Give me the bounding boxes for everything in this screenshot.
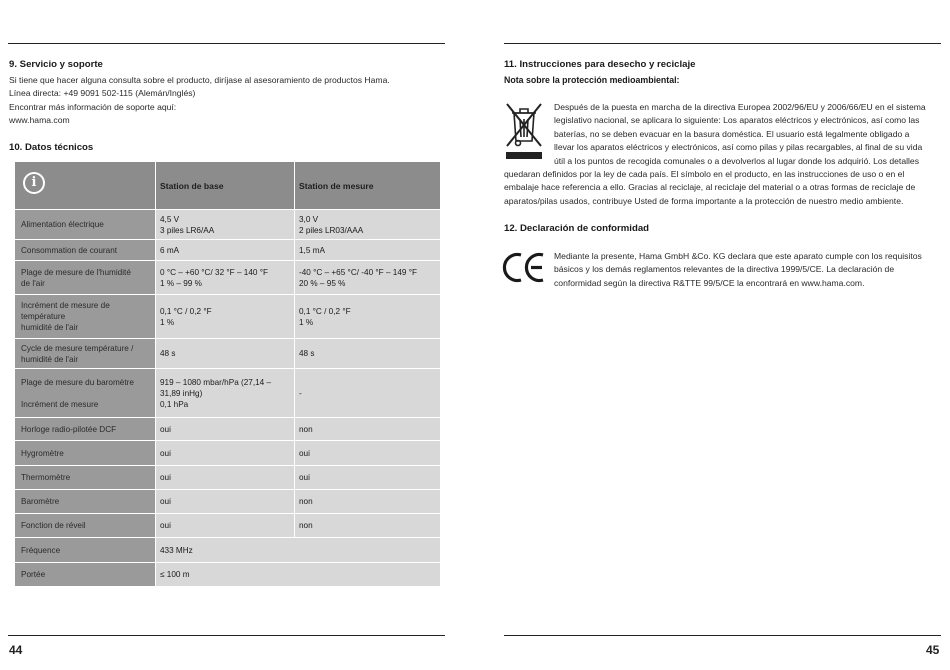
table-row xyxy=(15,369,440,418)
top-rule-left xyxy=(8,43,445,44)
section-12-line: Mediante la presente, Hama GmbH &Co. KG declara que este aparato cumple con los requisitos xyxy=(554,251,922,261)
row-label-line: Cycle de mesure température / xyxy=(21,343,134,353)
row-label xyxy=(15,295,155,338)
row-label-line: Incrément de mesure xyxy=(21,399,99,409)
row-value-base-line: 6 mA xyxy=(160,245,180,255)
row-value-mesure xyxy=(294,210,440,239)
row-value-base xyxy=(155,514,294,537)
row-value-base xyxy=(155,240,294,260)
row-label-line: Baromètre xyxy=(21,497,60,506)
row-label xyxy=(15,441,155,465)
section-12-text xyxy=(554,250,922,290)
row-label-line: Consommation de courant xyxy=(21,245,118,255)
row-value-mesure xyxy=(294,339,440,368)
row-label xyxy=(15,240,155,260)
row-label xyxy=(15,418,155,440)
row-value-base xyxy=(155,210,294,239)
row-value-mesure xyxy=(294,261,440,294)
table-header-icon-cell xyxy=(15,162,155,209)
row-value-mesure-line: 20 % – 95 % xyxy=(299,278,346,288)
row-value-mesure xyxy=(294,418,440,440)
row-label-line: Plage de mesure du baromètre xyxy=(21,377,134,387)
table-row xyxy=(15,466,440,490)
section-11-line: aparatos/pilas usados, contribuye Usted de forma importante a la protección de nuestro medio ambiente. xyxy=(504,195,904,206)
row-value-base xyxy=(155,261,294,294)
row-value-base-line: 0 °C – +60 °C/ 32 °F – 140 °F xyxy=(160,267,268,277)
row-label xyxy=(15,339,155,368)
row-label xyxy=(15,514,155,537)
section-11-subheading: Nota sobre la protección medioambiental: xyxy=(504,75,680,85)
row-label-line: Thermomètre xyxy=(21,473,71,482)
section-11-line: quedaran definidos por la ley de cada país. El símbolo en el producto, en las instrucciones de uso o en el xyxy=(504,169,905,180)
row-label-line xyxy=(21,388,149,399)
section-11-heading: 11. Instrucciones para desecho y reciclaje xyxy=(504,59,696,70)
row-value-both xyxy=(155,538,440,562)
row-label-line: humidité de l'air xyxy=(21,323,79,332)
table-row xyxy=(15,538,440,563)
row-value-base xyxy=(155,490,294,513)
table-row xyxy=(15,441,440,466)
row-value-mesure-line: 48 s xyxy=(299,349,315,358)
row-label-line: Incrément de mesure de xyxy=(21,301,110,310)
row-value-base-line: oui xyxy=(160,497,171,506)
row-value-both xyxy=(155,563,440,586)
row-value-base-line: 1 % xyxy=(160,317,175,327)
table-row xyxy=(15,210,440,240)
row-value-base-line: 31,89 inHg) xyxy=(160,388,203,398)
row-label xyxy=(15,261,155,294)
row-value-mesure-line: 1 % xyxy=(299,317,314,327)
row-label-line: humidité de l'air xyxy=(21,354,79,364)
row-label xyxy=(15,490,155,513)
row-value-mesure-line: non xyxy=(299,497,313,506)
section-10-heading: 10. Datos técnicos xyxy=(9,142,94,153)
bottom-rule-right xyxy=(504,635,941,636)
row-label xyxy=(15,563,155,586)
row-value-base xyxy=(155,466,294,489)
table-row xyxy=(15,418,440,441)
section-11-text xyxy=(504,101,926,208)
row-label-line: température xyxy=(21,312,66,321)
section-9-text xyxy=(9,74,390,128)
section-12-line: básicos y los demás reglamentos relevantes de la directiva 1999/5/CE. La declaración de xyxy=(554,264,895,275)
row-value-base-line: 0,1 hPa xyxy=(160,399,189,409)
row-value-mesure xyxy=(294,514,440,537)
row-value-base-line: 48 s xyxy=(160,349,176,358)
row-label-line: Plage de mesure de l'humidité xyxy=(21,267,131,277)
row-value-mesure-line: -40 °C – +65 °C/ -40 °F – 149 °F xyxy=(299,267,417,277)
section-12-line: conformidad según la directiva R&TTE 99/5/CE la encontrará en www.hama.com. xyxy=(554,277,865,288)
section-12-heading: 12. Declaración de conformidad xyxy=(504,223,650,234)
row-label-line: Horloge radio-pilotée DCF xyxy=(21,424,117,434)
info-icon xyxy=(23,172,45,194)
table-header-row xyxy=(15,162,440,210)
section-11-line: útil a los puntos de recogida comunales o a devolverlos al lugar donde los adquirió. Los detalles xyxy=(554,155,919,166)
row-value-base xyxy=(155,369,294,417)
row-label-line: Fonction de réveil xyxy=(21,521,86,530)
section-11-line: Después de la puesta en marcha de la directiva Europea 2002/96/EU y 2006/66/EU en el sistema xyxy=(554,102,926,112)
row-label-line: de l'air xyxy=(21,278,45,288)
row-value-base-line: oui xyxy=(160,448,171,458)
row-value-base-line: oui xyxy=(160,473,171,482)
row-value-mesure-line: non xyxy=(299,521,313,530)
section-9-line: Encontrar más información de soporte aquí: xyxy=(9,101,177,112)
row-value-mesure-line: 1,5 mA xyxy=(299,245,325,255)
row-value-base xyxy=(155,339,294,368)
row-label-line: Alimentation électrique xyxy=(21,220,104,229)
section-11-line: baterías, no se deben evacuar en la basura doméstica. El usuario está legalmente obligado a xyxy=(554,128,910,139)
row-value-base-line: oui xyxy=(160,521,171,530)
row-label xyxy=(15,466,155,489)
table-row xyxy=(15,339,440,369)
row-label xyxy=(15,538,155,562)
section-9-heading: 9. Servicio y soporte xyxy=(9,59,103,70)
row-value-base-line: oui xyxy=(160,424,171,434)
row-value-base xyxy=(155,441,294,465)
row-value-mesure xyxy=(294,369,440,417)
table-row xyxy=(15,295,440,339)
row-label xyxy=(15,369,155,417)
row-value-mesure-line: - xyxy=(299,388,302,398)
row-label-line: Hygromètre xyxy=(21,448,64,458)
row-label-line: Fréquence xyxy=(21,545,61,555)
row-value-mesure-line: 2 piles LR03/AAA xyxy=(299,225,364,235)
row-value-base-line: 919 – 1080 mbar/hPa (27,14 – xyxy=(160,377,272,387)
row-value-mesure xyxy=(294,466,440,489)
row-value-base-line: 0,1 °C / 0,2 °F xyxy=(160,306,212,316)
ce-mark-icon xyxy=(502,251,546,284)
row-value-base-line: 3 piles LR6/AA xyxy=(160,225,215,235)
row-value-mesure-line: non xyxy=(299,424,313,434)
row-value-mesure xyxy=(294,490,440,513)
table-row xyxy=(15,514,440,538)
row-label-line: Portée xyxy=(21,570,46,579)
section-9-line: Línea directa: +49 9091 502-115 (Alemán/Inglés) xyxy=(9,88,196,99)
page-number-left: 44 xyxy=(9,643,23,657)
row-value-mesure-line: oui xyxy=(299,448,310,458)
table-row xyxy=(15,563,440,587)
section-11-line: llevar los aparatos eléctricos y electrónicos, así como pilas y pilas recargables, al final de su vida xyxy=(554,142,923,153)
table-row xyxy=(15,240,440,261)
bottom-rule-left xyxy=(8,635,445,636)
section-9-line: Si tiene que hacer alguna consulta sobre el producto, diríjase al asesoramiento de productos Hama. xyxy=(9,75,390,85)
section-11-line: legislativo nacional, se aplicara lo siguiente: Los aparatos eléctricos y electrónicos, así como las xyxy=(554,115,920,126)
row-value-mesure xyxy=(294,295,440,338)
section-9-line: www.hama.com xyxy=(9,115,70,126)
section-11-line: embalaje hace referencia a ello. Gracias al reciclaje, al reciclaje del material o a otras formas de reciclaje de xyxy=(504,182,916,193)
row-label xyxy=(15,210,155,239)
row-value-mesure xyxy=(294,240,440,260)
table-row xyxy=(15,261,440,295)
row-value-mesure-line: 0,1 °C / 0,2 °F xyxy=(299,306,351,316)
page-number-right: 45 xyxy=(926,643,940,657)
row-value-base xyxy=(155,295,294,338)
top-rule-right xyxy=(504,43,941,44)
row-value-mesure xyxy=(294,441,440,465)
row-value-base xyxy=(155,418,294,440)
table-header-base: Station de base xyxy=(155,162,294,209)
row-value-base-line: 1 % – 99 % xyxy=(160,278,202,288)
technical-data-table xyxy=(15,162,440,587)
row-value-base-line: 4,5 V xyxy=(160,214,180,224)
row-value-both-line: 433 MHz xyxy=(160,545,193,555)
table-header-mesure: Station de mesure xyxy=(294,162,440,209)
table-row xyxy=(15,490,440,514)
row-value-both-line: ≤ 100 m xyxy=(160,570,190,579)
row-value-mesure-line: oui xyxy=(299,473,310,482)
row-value-mesure-line: 3,0 V xyxy=(299,214,319,224)
